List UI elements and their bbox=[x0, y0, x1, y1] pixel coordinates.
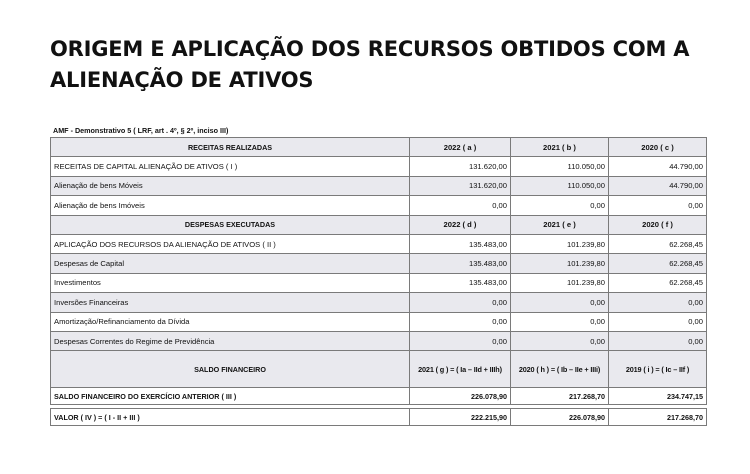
cell-value: 101.239,80 bbox=[511, 254, 609, 273]
table-row bbox=[51, 331, 707, 350]
row-label: Alienação de bens Móveis bbox=[51, 176, 410, 195]
cell-value: 62.268,45 bbox=[609, 234, 707, 253]
cell-value: 0,00 bbox=[609, 331, 707, 350]
column-header: 2021 ( e ) bbox=[511, 215, 609, 234]
table-row bbox=[51, 196, 707, 215]
column-header: RECEITAS REALIZADAS bbox=[51, 138, 410, 157]
cell-value: 0,00 bbox=[511, 196, 609, 215]
report-subtitle: AMF - Demonstrativo 5 ( LRF, art . 4º, § 2º, inciso III) bbox=[53, 126, 229, 135]
column-header: 2020 ( h ) = ( Ib – IIe + IIIi) bbox=[511, 351, 609, 388]
column-header: 2021 ( b ) bbox=[511, 138, 609, 157]
table-row bbox=[51, 273, 707, 292]
row-label: SALDO FINANCEIRO DO EXERCÍCIO ANTERIOR ( III ) bbox=[51, 388, 410, 405]
cell-value: 101.239,80 bbox=[511, 273, 609, 292]
column-header: 2020 ( c ) bbox=[609, 138, 707, 157]
despesas-header-row bbox=[51, 215, 707, 234]
row-label: VALOR ( IV ) = ( I - II + III ) bbox=[51, 409, 410, 426]
cell-value: 0,00 bbox=[609, 293, 707, 312]
receitas-header-row bbox=[51, 138, 707, 157]
cell-value: 0,00 bbox=[511, 331, 609, 350]
column-header: DESPESAS EXECUTADAS bbox=[51, 215, 410, 234]
row-label: Amortização/Refinanciamento da Dívida bbox=[51, 312, 410, 331]
cell-value: 0,00 bbox=[410, 196, 511, 215]
cell-value: 0,00 bbox=[511, 312, 609, 331]
cell-value: 222.215,90 bbox=[410, 409, 511, 426]
column-header: SALDO FINANCEIRO bbox=[51, 351, 410, 388]
table-row bbox=[51, 234, 707, 253]
table-row bbox=[51, 293, 707, 312]
table-row bbox=[51, 157, 707, 176]
alienacao-ativos-table bbox=[50, 137, 707, 426]
table-row bbox=[51, 254, 707, 273]
cell-value: 135.483,00 bbox=[410, 273, 511, 292]
row-label: Despesas de Capital bbox=[51, 254, 410, 273]
table-row bbox=[51, 176, 707, 195]
column-header: 2019 ( i ) = ( Ic – IIf ) bbox=[609, 351, 707, 388]
table-row bbox=[51, 312, 707, 331]
cell-value: 0,00 bbox=[511, 293, 609, 312]
cell-value: 0,00 bbox=[410, 312, 511, 331]
column-header: 2022 ( a ) bbox=[410, 138, 511, 157]
saldo-header-row bbox=[51, 351, 707, 388]
cell-value: 62.268,45 bbox=[609, 273, 707, 292]
cell-value: 44.790,00 bbox=[609, 176, 707, 195]
cell-value: 101.239,80 bbox=[511, 234, 609, 253]
cell-value: 0,00 bbox=[609, 196, 707, 215]
cell-value: 131.620,00 bbox=[410, 176, 511, 195]
row-label: Alienação de bens Imóveis bbox=[51, 196, 410, 215]
cell-value: 0,00 bbox=[410, 331, 511, 350]
row-label: Inversões Financeiras bbox=[51, 293, 410, 312]
cell-value: 234.747,15 bbox=[609, 388, 707, 405]
row-label: Despesas Correntes do Regime de Previdência bbox=[51, 331, 410, 350]
cell-value: 110.050,00 bbox=[511, 176, 609, 195]
table-row bbox=[51, 388, 707, 405]
cell-value: 226.078,90 bbox=[410, 388, 511, 405]
cell-value: 217.268,70 bbox=[609, 409, 707, 426]
cell-value: 62.268,45 bbox=[609, 254, 707, 273]
cell-value: 135.483,00 bbox=[410, 254, 511, 273]
column-header: 2020 ( f ) bbox=[609, 215, 707, 234]
row-label: RECEITAS DE CAPITAL ALIENAÇÃO DE ATIVOS ( I ) bbox=[51, 157, 410, 176]
table-row bbox=[51, 409, 707, 426]
cell-value: 110.050,00 bbox=[511, 157, 609, 176]
cell-value: 135.483,00 bbox=[410, 234, 511, 253]
column-header: 2021 ( g ) = ( Ia – IId + IIIh) bbox=[410, 351, 511, 388]
cell-value: 44.790,00 bbox=[609, 157, 707, 176]
cell-value: 217.268,70 bbox=[511, 388, 609, 405]
cell-value: 0,00 bbox=[609, 312, 707, 331]
cell-value: 226.078,90 bbox=[511, 409, 609, 426]
column-header: 2022 ( d ) bbox=[410, 215, 511, 234]
cell-value: 131.620,00 bbox=[410, 157, 511, 176]
row-label: Investimentos bbox=[51, 273, 410, 292]
page-title: ORIGEM E APLICAÇÃO DOS RECURSOS OBTIDOS COM A ALIENAÇÃO DE ATIVOS bbox=[50, 37, 690, 92]
row-label: APLICAÇÃO DOS RECURSOS DA ALIENAÇÃO DE ATIVOS ( II ) bbox=[51, 234, 410, 253]
cell-value: 0,00 bbox=[410, 293, 511, 312]
